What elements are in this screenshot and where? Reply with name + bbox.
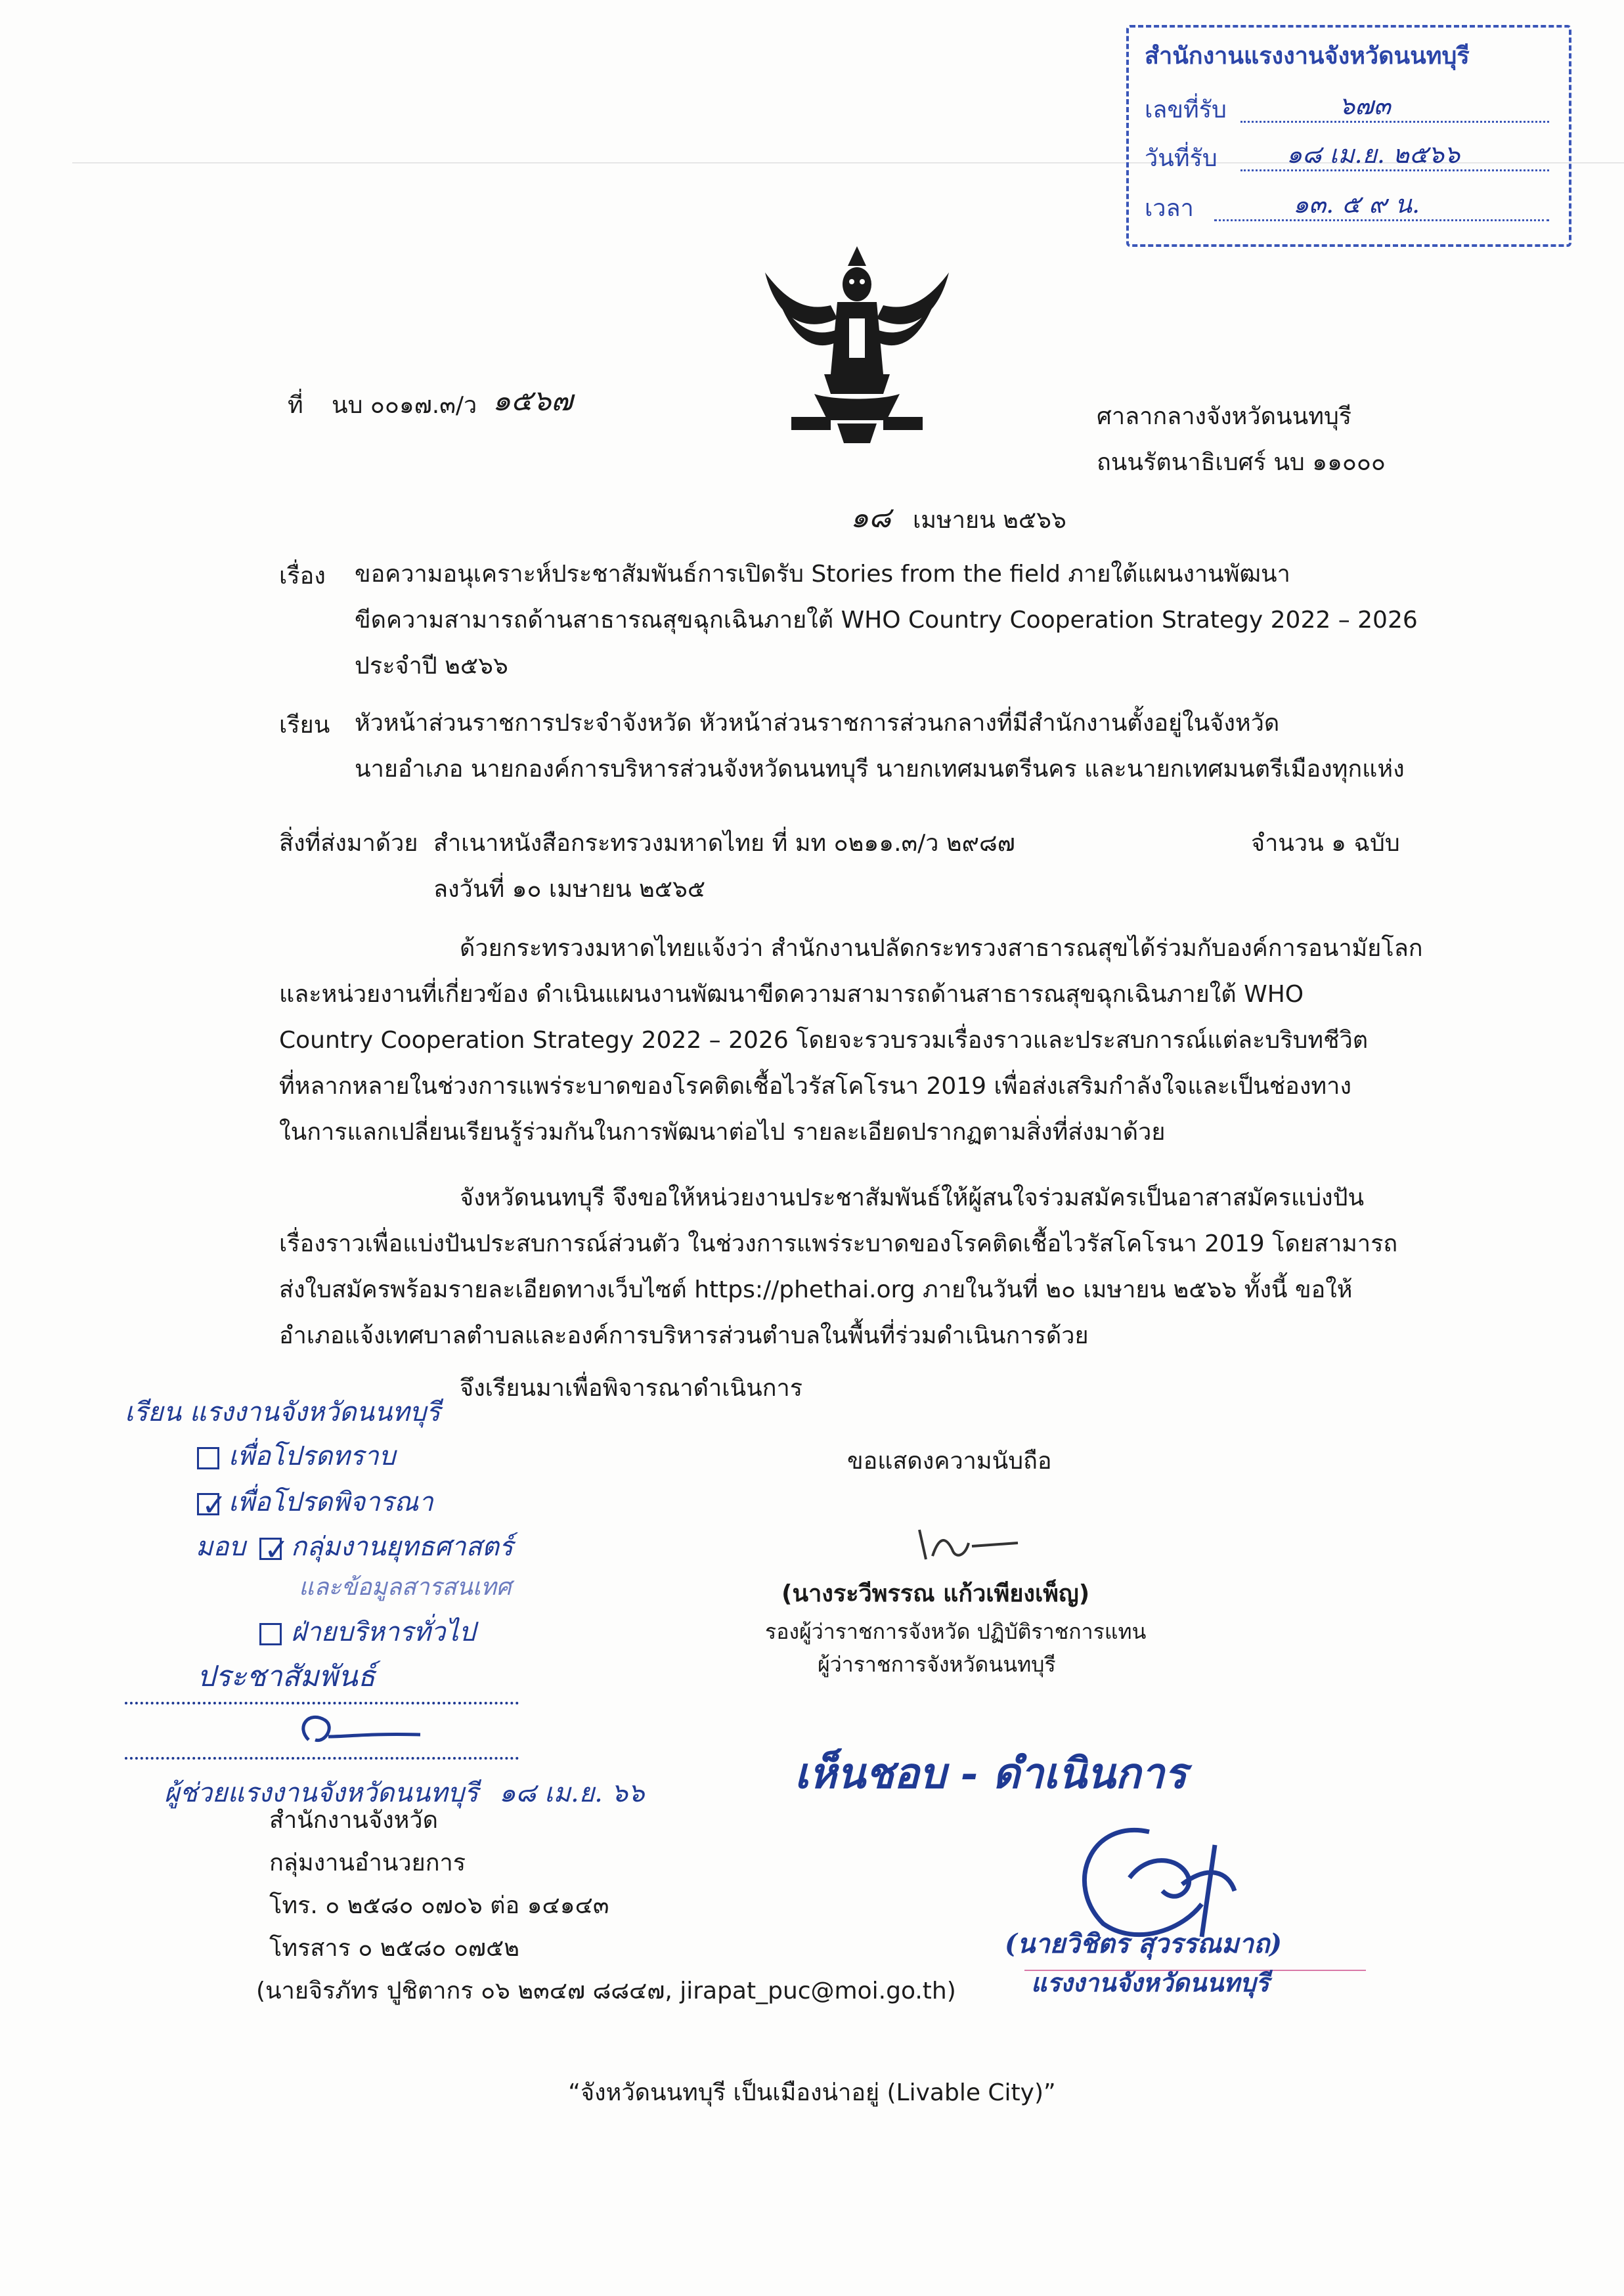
routing-option-1: เพื่อโปรดทราบ [197,1439,395,1473]
assistant-signature-icon [289,1707,433,1753]
para2-line-1: จังหวัดนนทบุรี จึงขอให้หน่วยงานประชาสัมพันธ์ให้ผู้สนใจร่วมสมัครเป็นอาสาสมัครแบ่งปัน [460,1184,1365,1211]
signer-name: (นางระวีพรรณ แก้วเพียงเพ็ญ) [781,1580,1090,1607]
subject-label: เรื่อง [279,563,326,590]
contact-fax: โทรสาร ๐ ๒๕๘๐ ๐๗๕๒ [269,1935,519,1962]
handwritten-endorsement: เห็นชอบ - ดำเนินการ [795,1749,1187,1798]
enclosure-quantity: จำนวน ๑ ฉบับ [1251,830,1400,857]
subject-line-3: ประจำปี ๒๕๖๖ [355,653,508,680]
stamp-date-value: ๑๘ เม.ย. ๒๕๖๖ [1286,140,1460,169]
slogan: “จังหวัดนนทบุรี เป็นเมืองน่าอยู่ (Livable City)” [568,2079,1056,2106]
stamp-no-label: เลขที่รับ [1145,97,1227,123]
contact-person: (นายจิรภัทร ปูชิตากร ๐๖ ๒๓๔๗ ๘๘๔๗, jirapat_puc@moi.go.th) [256,1978,956,2004]
date-rest: เมษายน ๒๕๖๖ [913,507,1066,534]
contact-tel: โทร. ๐ ๒๕๘๐ ๐๗๐๖ ต่อ ๑๔๑๔๓ [269,1892,609,1919]
sender-line-2: ถนนรัตนาธิเบศร์ นบ ๑๑๐๐๐ [1097,449,1386,476]
closing-line: จึงเรียนมาเพื่อพิจารณาดำเนินการ [460,1375,803,1402]
stamp-office: สำนักงานแรงงานจังหวัดนนทบุรี [1145,43,1470,70]
stamp-time-label: เวลา [1145,195,1194,222]
routing-handwritten-note: ประชาสัมพันธ์ [197,1660,376,1693]
para1-line-3: Country Cooperation Strategy 2022 – 2026 โดยจะรวบรวมเรื่องราวและประสบการณ์แต่ละบริบทชีวิต [279,1027,1369,1054]
routing-option-3: ✓ กลุ่มงานยุทธศาสตร์ [259,1530,513,1564]
routing-dots-1 [125,1702,519,1704]
routing-assistant-line: ผู้ช่วยแรงงานจังหวัดนนทบุรี [164,1778,479,1808]
garuda-emblem-icon [752,233,962,450]
deputy-signature-icon [906,1510,1024,1569]
ref-label: ที่ [288,392,303,419]
checkbox-admin [259,1623,282,1645]
labor-officer-name: (นายวิชิตร สุวรรณมาถ) [1005,1928,1283,1959]
to-line-2: นายอำเภอ นายกองค์การบริหารส่วนจังหวัดนนทบุรี นายกเทศมนตรีนคร และนายกเทศมนตรีเมืองทุกแห่ง [355,756,1405,783]
enclosure-line-2: ลงวันที่ ๑๐ เมษายน ๒๕๖๕ [433,876,706,903]
to-label: เรียน [279,712,330,739]
routing-addressee: เรียน แรงงานจังหวัดนนทบุรี [125,1397,441,1427]
para1-line-5: ในการแลกเปลี่ยนเรียนรู้ร่วมกันในการพัฒนาต่อไป รายละเอียดปรากฏตามสิ่งที่ส่งมาด้วย [279,1119,1166,1146]
routing-dots-2 [125,1757,519,1760]
subject-line-2: ขีดความสามารถด้านสาธารณสุขฉุกเฉินภายใต้ WHO Country Cooperation Strategy 2022 – 2026 [355,607,1418,634]
ref-handwritten: ๑๕๖๗ [493,384,573,418]
signer-title-2: ผู้ว่าราชการจังหวัดนนทบุรี [818,1652,1056,1677]
respect-line: ขอแสดงความนับถือ [847,1448,1052,1475]
receipt-stamp [1126,25,1571,247]
enclosure-line-1: สำเนาหนังสือกระทรวงมหาดไทย ที่ มท ๐๒๑๑.๓/ว ๒๙๘๗ [433,830,1015,857]
contact-office: สำนักงานจังหวัด [269,1807,438,1834]
stamp-no-dots [1240,121,1549,123]
stamp-date-label: วันที่รับ [1145,145,1218,172]
stamp-time-value: ๑๓. ๕ ๙ น. [1293,190,1420,219]
enclosure-label: สิ่งที่ส่งมาด้วย [279,830,418,857]
para1-line-4: ที่หลากหลายในช่วงการแพร่ระบาดของโรคติดเชื้อไวรัสโคโรนา 2019 เพื่อส่งเสริมกำลังใจและเป็นช่องทาง [279,1073,1351,1100]
to-line-1: หัวหน้าส่วนราชการประจำจังหวัด หัวหน้าส่วนราชการส่วนกลางที่มีสำนักงานตั้งอยู่ในจังหวัด [355,710,1280,737]
routing-option-2: ✓ เพื่อโปรดพิจารณา [197,1485,433,1519]
para1-line-2: และหน่วยงานที่เกี่ยวข้อง ดำเนินแผนงานพัฒนาขีดความสามารถด้านสาธารณสุขฉุกเฉินภายใต้ WHO [279,981,1304,1008]
sender-line-1: ศาลากลางจังหวัดนนทบุรี [1097,403,1352,430]
checkbox-inform [197,1447,219,1469]
routing-option-3-cont: และข้อมูลสารสนเทศ [299,1574,512,1601]
routing-assign-label: มอบ [196,1532,246,1562]
signer-title-1: รองผู้ว่าราชการจังหวัด ปฏิบัติราชการแทน [765,1619,1147,1644]
para2-line-2: เรื่องราวเพื่อแบ่งปันประสบการณ์ส่วนตัว ในช่วงการแพร่ระบาดของโรคติดเชื้อไวรัสโคโรนา 2019 โดยสามารถ [279,1230,1398,1257]
routing-option-4: ฝ่ายบริหารทั่วไป [259,1615,475,1649]
para2-line-3: ส่งใบสมัครพร้อมรายละเอียดทางเว็บไซต์ https://phethai.org ภายในวันที่ ๒๐ เมษายน ๒๕๖๖ ทั้งนี้ ขอให้ [279,1276,1353,1303]
contact-group: กลุ่มงานอำนวยการ [269,1850,466,1876]
labor-officer-title: แรงงานจังหวัดนนทบุรี [1031,1968,1269,1997]
ref-number: นบ ๐๐๑๗.๓/ว [332,392,477,419]
stamp-no-value: ๖๗๓ [1339,91,1391,120]
routing-assistant-date: ๑๘ เม.ย. ๖๖ [499,1778,645,1808]
para2-line-4: อำเภอแจ้งเทศบาลตำบลและองค์การบริหารส่วนตำบลในพื้นที่ร่วมดำเนินการด้วย [279,1322,1089,1349]
para1-line-1: ด้วยกระทรวงมหาดไทยแจ้งว่า สำนักงานปลัดกระทรวงสาธารณสุขได้ร่วมกับองค์การอนามัยโลก [460,935,1423,962]
checkbox-consider-checked: ✓ [197,1493,219,1515]
checkbox-strategy-checked: ✓ [259,1538,282,1560]
date-day-handwritten: ๑๘ [850,501,891,534]
subject-line-1: ขอความอนุเคราะห์ประชาสัมพันธ์การเปิดรับ Stories from the field ภายใต้แผนงานพัฒนา [355,561,1290,588]
